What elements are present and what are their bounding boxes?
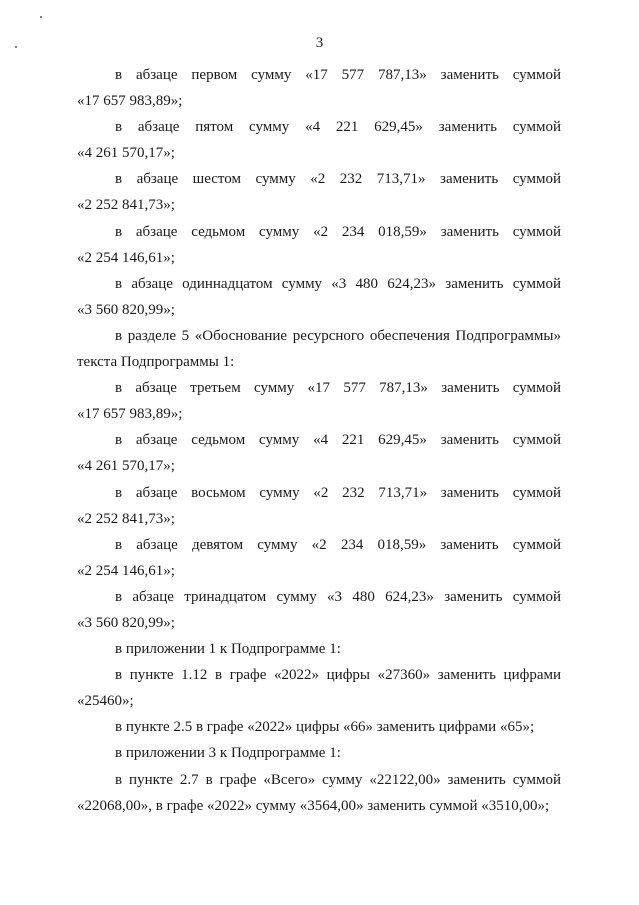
paragraph xyxy=(77,166,561,218)
paragraph xyxy=(77,323,561,375)
scan-speck xyxy=(40,16,42,18)
paragraph-continuation: «2 252 841,73»; xyxy=(77,197,175,214)
paragraph xyxy=(77,662,561,714)
paragraph-first-line: в абзаце одиннадцатом сумму «3 480 624,23» заменить суммой xyxy=(115,275,561,292)
paragraph-continuation: «4 261 570,17»; xyxy=(77,458,175,475)
paragraph-continuation: «3 560 820,99»; xyxy=(77,614,175,631)
paragraph xyxy=(77,62,561,114)
paragraph xyxy=(77,219,561,271)
paragraph-continuation: «25460»; xyxy=(77,693,134,710)
paragraph-first-line: в пункте 2.7 в графе «Всего» сумму «22122,00» заменить суммой xyxy=(115,771,561,788)
paragraph-first-line: в приложении 3 к Подпрограмме 1: xyxy=(115,745,341,762)
paragraph-continuation: «2 254 146,61»; xyxy=(77,249,175,266)
paragraph-first-line: в абзаце шестом сумму «2 232 713,71» заменить суммой xyxy=(115,171,561,188)
paragraph xyxy=(77,584,561,636)
document-body xyxy=(77,62,561,819)
paragraph-first-line: в абзаце третьем сумму «17 577 787,13» заменить суммой xyxy=(115,380,561,397)
paragraph xyxy=(77,480,561,532)
paragraph-continuation: «2 252 841,73»; xyxy=(77,510,175,527)
paragraph xyxy=(77,532,561,584)
paragraph-continuation: текста Подпрограммы 1: xyxy=(77,354,235,371)
paragraph-continuation: «4 261 570,17»; xyxy=(77,145,175,162)
paragraph-first-line: в абзаце седьмом сумму «2 234 018,59» заменить суммой xyxy=(115,223,561,240)
paragraph-first-line: в абзаце седьмом сумму «4 221 629,45» заменить суммой xyxy=(115,432,561,449)
paragraph-first-line: в пункте 2.5 в графе «2022» цифры «66» заменить цифрами «65»; xyxy=(115,719,535,736)
paragraph-first-line: в абзаце первом сумму «17 577 787,13» заменить суммой xyxy=(115,67,561,83)
paragraph xyxy=(77,114,561,166)
paragraph-first-line: в абзаце восьмом сумму «2 232 713,71» заменить суммой xyxy=(115,484,561,501)
paragraph xyxy=(77,636,561,662)
paragraph xyxy=(77,740,561,766)
paragraph-continuation: «17 657 983,89»; xyxy=(77,93,183,110)
paragraph-continuation: «17 657 983,89»; xyxy=(77,406,183,423)
paragraph-first-line: в абзаце пятом сумму «4 221 629,45» заменить суммой xyxy=(115,119,561,136)
paragraph xyxy=(77,767,561,819)
paragraph xyxy=(77,714,561,740)
paragraph-first-line: в абзаце тринадцатом сумму «3 480 624,23» заменить суммой xyxy=(115,588,561,605)
page-number: 3 xyxy=(315,35,324,51)
paragraph-continuation: «22068,00», в графе «2022» сумму «3564,00» заменить суммой «3510,00»; xyxy=(77,797,550,814)
paragraph xyxy=(77,427,561,479)
paragraph-first-line: в абзаце девятом сумму «2 234 018,59» заменить суммой xyxy=(115,536,561,553)
paragraph-first-line: в разделе 5 «Обоснование ресурсного обеспечения Подпрограммы» xyxy=(115,327,561,344)
paragraph-continuation: «2 254 146,61»; xyxy=(77,562,175,579)
paragraph xyxy=(77,375,561,427)
paragraph xyxy=(77,271,561,323)
paragraph-first-line: в пункте 1.12 в графе «2022» цифры «27360» заменить цифрами xyxy=(115,667,561,684)
paragraph-continuation: «3 560 820,99»; xyxy=(77,301,175,318)
paragraph-first-line: в приложении 1 к Подпрограмме 1: xyxy=(115,641,341,658)
